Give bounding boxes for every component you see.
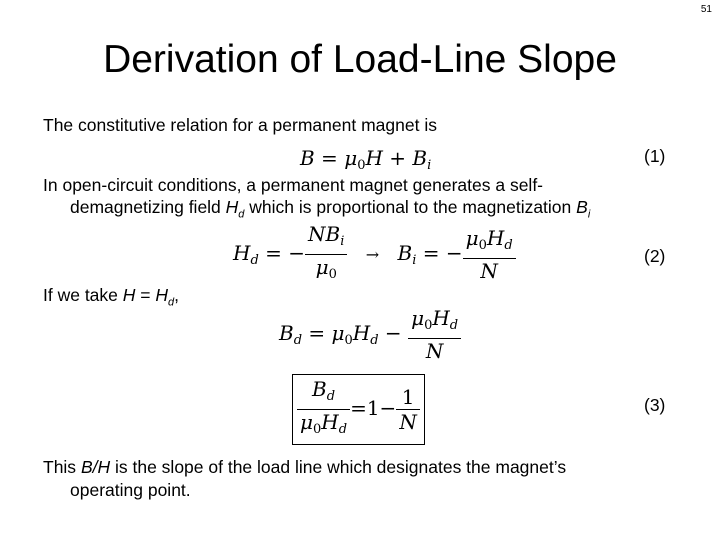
- equation-constitutive: $B = \mu_0H + B_i$: [300, 146, 432, 173]
- paragraph-conclusion-line1: This B/H is the slope of the load line which designates the magnet’s: [43, 457, 567, 477]
- paragraph-constitutive: The constitutive relation for a permanent magnet is: [43, 115, 437, 135]
- equation-number-1: (1): [644, 146, 666, 166]
- paragraph-open-circuit-line1: In open-circuit conditions, a permanent magnet generates a self-: [43, 175, 544, 195]
- paragraph-conclusion-line2: operating point.: [70, 480, 191, 500]
- equation-bd: $B_d = \mu_0H_d$ − $\frac{\mu_0H_d}{N}$: [279, 306, 461, 363]
- paragraph-open-circuit-line2: demagnetizing field $H_d$ which is proportional to the magnetization $B_i$: [70, 197, 591, 221]
- equation-load-line-slope-boxed: $\frac{B_d}{\mu_0H_d}$ =1− $\frac{1}{N}$: [292, 374, 425, 445]
- equation-number-2: (2): [644, 246, 666, 266]
- equation-demagnetizing-field: $H_d$ = − $\frac{NB_i}{\mu_0}$ → $B_i$ = − $\frac{\mu_0H_d}{N}$: [233, 222, 516, 287]
- paragraph-substitution: If we take $H = H_d$,: [43, 285, 179, 309]
- equation-number-3: (3): [644, 395, 666, 415]
- slide-title: Derivation of Load-Line Slope: [103, 38, 617, 81]
- page-number: 51: [700, 4, 712, 15]
